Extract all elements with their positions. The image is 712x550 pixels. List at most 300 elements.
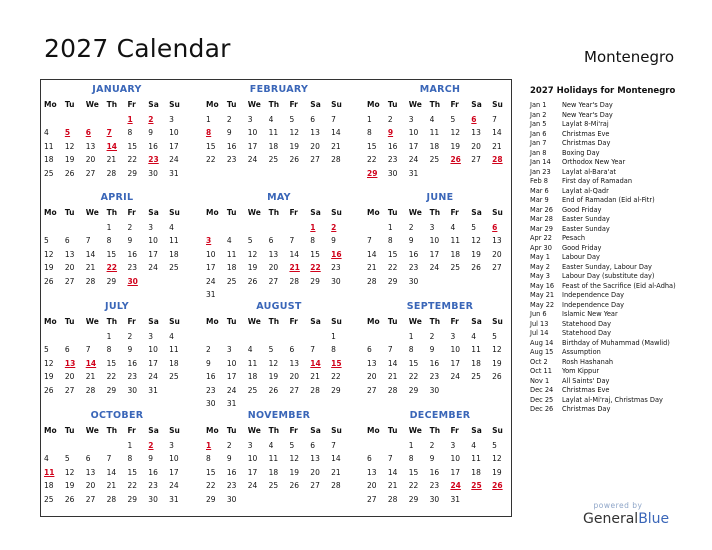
- empty-day-cell: [450, 169, 471, 183]
- weekday-label: Tu: [226, 100, 237, 109]
- day-cell: 25: [169, 372, 179, 381]
- day-cell: 31: [169, 168, 179, 178]
- brand-general: General: [583, 511, 639, 527]
- day-cell: 16: [127, 358, 137, 368]
- month-september: [367, 301, 513, 399]
- holiday-date: Dec 25: [530, 395, 554, 404]
- weekday-label: Th: [268, 208, 280, 217]
- day-cell: 22: [408, 372, 419, 381]
- weekday-label: We: [85, 317, 99, 326]
- day-cell: 21: [106, 481, 117, 490]
- day-cell: 28: [310, 385, 320, 395]
- day-cell: 10: [450, 345, 460, 354]
- holiday-name: Islamic New Year: [562, 310, 618, 318]
- week-row: [44, 169, 190, 183]
- week-row: [206, 223, 352, 237]
- day-cell: 12: [44, 249, 54, 259]
- day-cell: 13: [268, 249, 279, 259]
- day-cell: 11: [471, 345, 481, 354]
- day-cell: 8: [106, 345, 112, 354]
- day-cell: 16: [429, 467, 440, 477]
- day-cell: 24: [408, 155, 419, 164]
- holiday-name: Birthday of Muhammad (Mawlid): [562, 338, 670, 347]
- week-row: [44, 495, 190, 509]
- day-cell: 26: [289, 481, 299, 490]
- day-cell: 11: [169, 236, 179, 245]
- day-cell: 24: [206, 276, 216, 286]
- holiday-item: [530, 310, 702, 320]
- empty-day-cell: [206, 332, 227, 346]
- holiday-day-cell: 5: [64, 128, 71, 137]
- weekday-label: Th: [106, 100, 118, 109]
- holiday-day-cell: 29: [367, 168, 378, 178]
- empty-day-cell: [44, 115, 65, 129]
- weekday-label: Sa: [310, 100, 321, 109]
- day-cell: 8: [367, 128, 372, 137]
- holiday-item: [530, 234, 702, 244]
- holiday-day-cell: 30: [127, 276, 138, 286]
- day-cell: 20: [367, 372, 377, 381]
- day-cell: 20: [289, 372, 299, 381]
- day-cell: 15: [106, 249, 117, 259]
- week-row: [367, 263, 513, 277]
- day-cell: 9: [408, 236, 414, 245]
- day-cell: 9: [429, 454, 435, 463]
- holiday-day-cell: 25: [471, 481, 482, 490]
- weekday-label: Sa: [148, 426, 159, 435]
- weekday-label: Sa: [471, 317, 482, 326]
- day-cell: 28: [106, 494, 117, 504]
- day-cell: 20: [492, 249, 502, 259]
- week-row: [206, 372, 352, 386]
- day-cell: 7: [387, 345, 393, 354]
- day-cell: 11: [450, 236, 460, 245]
- day-cell: 6: [310, 114, 316, 124]
- weekday-label: Mo: [44, 208, 57, 217]
- week-row: [206, 263, 352, 277]
- day-cell: 9: [127, 345, 133, 354]
- holiday-date: Mar 28: [530, 215, 553, 223]
- weekday-header: [367, 317, 513, 331]
- day-cell: 25: [44, 494, 54, 504]
- day-cell: 7: [289, 236, 295, 245]
- day-cell: 17: [450, 358, 460, 368]
- holiday-day-cell: 14: [85, 358, 97, 368]
- day-cell: 7: [387, 454, 393, 463]
- day-cell: 21: [85, 263, 96, 272]
- day-cell: 7: [85, 236, 91, 245]
- day-cell: 15: [367, 141, 377, 151]
- day-cell: 14: [331, 128, 341, 137]
- day-cell: 5: [268, 345, 274, 354]
- week-row: [206, 345, 352, 359]
- day-cell: 2: [127, 222, 133, 232]
- weekday-label: Fr: [127, 208, 136, 217]
- day-cell: 6: [367, 454, 372, 463]
- day-cell: 4: [169, 222, 174, 232]
- week-row: [367, 236, 513, 250]
- day-cell: 12: [247, 249, 258, 259]
- day-cell: 26: [64, 494, 75, 504]
- holiday-day-cell: 14: [106, 141, 118, 151]
- weekday-label: Fr: [289, 100, 298, 109]
- empty-day-cell: [310, 495, 331, 509]
- week-row: [44, 250, 190, 264]
- weekday-label: Su: [169, 100, 180, 109]
- weekday-header: [44, 100, 190, 114]
- holiday-name: Christmas Eve: [562, 129, 610, 138]
- day-cell: 26: [471, 263, 481, 272]
- day-cell: 30: [429, 494, 440, 504]
- holiday-name: Labour Day (substitute day): [562, 272, 655, 280]
- day-cell: 1: [367, 114, 372, 124]
- weekday-header: [44, 426, 190, 440]
- day-cell: 21: [85, 372, 96, 381]
- day-cell: 18: [247, 372, 258, 381]
- weekday-label: Tu: [387, 100, 398, 109]
- day-cell: 30: [127, 385, 137, 395]
- empty-day-cell: [269, 495, 290, 509]
- day-cell: 20: [310, 467, 320, 477]
- month-name: JANUARY: [92, 84, 142, 95]
- day-cell: 8: [106, 236, 112, 245]
- day-cell: 24: [169, 155, 179, 164]
- holiday-day-cell: 13: [64, 358, 76, 368]
- day-cell: 20: [367, 481, 377, 490]
- empty-day-cell: [471, 386, 492, 400]
- holiday-name: Independence Day: [562, 291, 625, 299]
- empty-day-cell: [227, 332, 248, 346]
- week-row: [206, 332, 352, 346]
- week-row: [206, 277, 352, 291]
- day-cell: 27: [471, 155, 481, 164]
- holiday-item: [530, 339, 702, 349]
- holiday-date: Jan 5: [530, 120, 547, 128]
- day-cell: 13: [85, 141, 96, 151]
- week-row: [44, 468, 190, 482]
- holiday-date: Dec 24: [530, 386, 554, 394]
- holiday-day-cell: 6: [85, 128, 91, 137]
- day-cell: 20: [85, 155, 96, 164]
- day-cell: 19: [471, 249, 481, 259]
- week-row: [367, 169, 513, 183]
- holiday-item: [530, 177, 702, 187]
- day-cell: 21: [331, 141, 341, 151]
- day-cell: 25: [471, 372, 481, 381]
- holiday-day-cell: 11: [44, 467, 55, 477]
- weekday-label: Th: [429, 100, 441, 109]
- day-cell: 9: [226, 454, 232, 463]
- holiday-item: [530, 215, 702, 225]
- weekday-label: We: [247, 208, 261, 217]
- day-cell: 5: [44, 345, 49, 354]
- holiday-day-cell: 2: [148, 114, 154, 124]
- day-cell: 12: [492, 454, 502, 463]
- week-row: [367, 223, 513, 237]
- holiday-date: Jan 23: [530, 167, 551, 176]
- weekday-header: [206, 317, 352, 331]
- empty-day-cell: [269, 332, 290, 346]
- empty-day-cell: [206, 223, 227, 237]
- day-cell: 10: [247, 128, 258, 137]
- weekday-label: Mo: [367, 100, 380, 109]
- day-cell: 3: [247, 114, 253, 124]
- empty-day-cell: [107, 441, 128, 455]
- holiday-day-cell: 22: [106, 263, 118, 272]
- holiday-name: Laylat al-Qadr: [562, 186, 609, 195]
- day-cell: 2: [408, 222, 414, 232]
- day-cell: 8: [408, 454, 414, 463]
- day-cell: 29: [106, 276, 117, 286]
- month-march: [367, 84, 513, 182]
- month-january: [44, 84, 190, 182]
- day-cell: 18: [429, 141, 440, 151]
- empty-day-cell: [492, 386, 513, 400]
- week-row: [367, 250, 513, 264]
- day-cell: 30: [148, 494, 158, 504]
- day-cell: 31: [206, 290, 216, 299]
- day-cell: 2: [226, 114, 232, 124]
- weekday-label: Mo: [206, 100, 219, 109]
- week-row: [367, 128, 513, 142]
- holiday-item: [530, 329, 702, 339]
- weekday-label: Th: [106, 317, 118, 326]
- day-cell: 9: [429, 345, 435, 354]
- day-cell: 8: [310, 236, 316, 245]
- day-cell: 27: [289, 385, 299, 395]
- day-cell: 28: [85, 276, 96, 286]
- day-cell: 13: [492, 236, 502, 245]
- day-cell: 18: [44, 155, 54, 164]
- weekday-label: Fr: [289, 426, 298, 435]
- holiday-name: Assumption: [562, 348, 601, 356]
- week-row: [44, 481, 190, 495]
- day-cell: 23: [408, 263, 419, 272]
- empty-day-cell: [450, 386, 471, 400]
- day-cell: 16: [148, 467, 158, 477]
- week-row: [44, 359, 190, 373]
- week-row: [44, 142, 190, 156]
- day-cell: 21: [310, 372, 320, 381]
- week-row: [206, 250, 352, 264]
- day-cell: 1: [331, 331, 336, 341]
- weekday-label: Su: [169, 426, 180, 435]
- holiday-name: Yom Kippur: [562, 367, 600, 375]
- holiday-date: Mar 6: [530, 186, 549, 195]
- holiday-item: [530, 158, 702, 168]
- day-cell: 5: [247, 236, 253, 245]
- weekday-label: Sa: [148, 208, 159, 217]
- day-cell: 14: [289, 249, 299, 259]
- week-row: [44, 372, 190, 386]
- day-cell: 19: [44, 263, 54, 272]
- empty-day-cell: [65, 332, 86, 346]
- day-cell: 12: [492, 345, 502, 354]
- empty-day-cell: [450, 277, 471, 291]
- holiday-name: Laylat 8-Mi'raj: [562, 120, 609, 128]
- day-cell: 20: [64, 263, 75, 272]
- week-row: [367, 495, 513, 509]
- empty-day-cell: [388, 441, 409, 455]
- weekday-label: Mo: [206, 208, 219, 217]
- empty-day-cell: [289, 223, 310, 237]
- empty-day-cell: [331, 495, 352, 509]
- holiday-day-cell: 6: [492, 222, 498, 232]
- day-cell: 7: [331, 114, 336, 124]
- holiday-name: Christmas Eve: [562, 386, 610, 394]
- week-row: [206, 441, 352, 455]
- holiday-name: Good Friday: [562, 243, 602, 252]
- week-row: [367, 454, 513, 468]
- holiday-day-cell: 14: [310, 358, 321, 368]
- day-cell: 7: [106, 454, 112, 463]
- weekday-label: Th: [429, 317, 441, 326]
- month-name: DECEMBER: [409, 410, 471, 421]
- day-cell: 19: [450, 141, 460, 151]
- day-cell: 22: [206, 481, 216, 490]
- empty-day-cell: [248, 223, 269, 237]
- weekday-label: Fr: [127, 317, 136, 326]
- day-cell: 23: [148, 481, 158, 490]
- empty-day-cell: [367, 332, 388, 346]
- week-row: [367, 359, 513, 373]
- day-cell: 8: [127, 454, 133, 463]
- empty-day-cell: [169, 386, 190, 400]
- day-cell: 2: [206, 345, 211, 354]
- day-cell: 17: [148, 358, 158, 368]
- holiday-date: May 3: [530, 272, 550, 280]
- day-cell: 29: [310, 276, 320, 286]
- day-cell: 26: [247, 276, 258, 286]
- day-cell: 11: [169, 345, 179, 354]
- weekday-label: Th: [106, 426, 118, 435]
- day-cell: 11: [247, 358, 258, 368]
- day-cell: 29: [206, 494, 216, 504]
- day-cell: 4: [268, 114, 274, 124]
- holiday-day-cell: 16: [331, 249, 342, 259]
- day-cell: 10: [408, 128, 419, 137]
- day-cell: 13: [471, 128, 481, 137]
- week-row: [44, 345, 190, 359]
- weekday-label: We: [408, 100, 422, 109]
- day-cell: 6: [289, 345, 295, 354]
- day-cell: 24: [247, 155, 258, 164]
- day-cell: 3: [169, 440, 174, 450]
- empty-day-cell: [471, 495, 492, 509]
- day-cell: 9: [226, 128, 232, 137]
- holiday-item: [530, 348, 702, 358]
- day-cell: 12: [289, 128, 299, 137]
- day-cell: 27: [492, 263, 502, 272]
- weekday-label: Fr: [289, 317, 298, 326]
- day-cell: 29: [127, 494, 137, 504]
- day-cell: 26: [44, 385, 54, 395]
- day-cell: 28: [331, 481, 341, 490]
- month-name: APRIL: [100, 192, 134, 203]
- weekday-label: Mo: [367, 208, 380, 217]
- holiday-item: [530, 149, 702, 159]
- day-cell: 5: [64, 454, 70, 463]
- day-cell: 13: [289, 358, 299, 368]
- week-row: [206, 386, 352, 400]
- day-cell: 6: [310, 440, 316, 450]
- day-cell: 3: [429, 222, 435, 232]
- holiday-item: [530, 187, 702, 197]
- day-cell: 13: [310, 454, 320, 463]
- holiday-date: Jan 1: [530, 101, 547, 109]
- holiday-item: [530, 168, 702, 178]
- day-cell: 12: [450, 128, 460, 137]
- day-cell: 11: [44, 141, 54, 151]
- holiday-name: Easter Sunday: [562, 215, 610, 223]
- week-row: [206, 236, 352, 250]
- holiday-name: Christmas Day: [562, 139, 611, 147]
- empty-day-cell: [65, 223, 86, 237]
- holiday-day-cell: 1: [310, 222, 316, 232]
- day-cell: 16: [429, 358, 440, 368]
- day-cell: 28: [331, 155, 341, 164]
- day-cell: 1: [387, 222, 393, 232]
- day-cell: 8: [408, 345, 414, 354]
- weekday-label: Su: [331, 208, 342, 217]
- day-cell: 17: [408, 141, 419, 151]
- holiday-name: Rosh Hashanah: [562, 357, 614, 366]
- day-cell: 9: [127, 236, 133, 245]
- holiday-item: [530, 367, 702, 377]
- day-cell: 5: [492, 440, 497, 450]
- weekday-header: [367, 100, 513, 114]
- generalblue-logo[interactable]: [583, 511, 669, 527]
- week-row: [44, 277, 190, 291]
- holiday-date: Jan 6: [530, 129, 547, 138]
- weekday-label: Su: [331, 317, 342, 326]
- day-cell: 25: [44, 168, 54, 178]
- holiday-date: May 22: [530, 300, 555, 309]
- day-cell: 2: [387, 114, 393, 124]
- brand-blue: Blue: [638, 511, 670, 527]
- weekday-header: [206, 208, 352, 222]
- weekday-label: Mo: [206, 426, 219, 435]
- day-cell: 22: [106, 372, 117, 381]
- day-cell: 2: [127, 331, 133, 341]
- day-cell: 4: [471, 440, 477, 450]
- week-row: [44, 386, 190, 400]
- day-cell: 29: [387, 276, 398, 286]
- holiday-date: Jun 6: [530, 310, 547, 318]
- day-cell: 2: [226, 440, 232, 450]
- day-cell: 10: [226, 358, 237, 368]
- day-cell: 3: [148, 331, 154, 341]
- day-cell: 6: [367, 345, 372, 354]
- day-cell: 16: [206, 372, 216, 381]
- weekday-label: Th: [268, 317, 280, 326]
- month-name: MAY: [267, 192, 291, 203]
- day-cell: 30: [408, 276, 419, 286]
- day-cell: 11: [471, 454, 481, 463]
- week-row: [206, 155, 352, 169]
- holiday-date: Feb 8: [530, 177, 548, 185]
- day-cell: 5: [450, 114, 456, 124]
- day-cell: 19: [289, 141, 299, 151]
- week-row: [206, 115, 352, 129]
- day-cell: 16: [226, 467, 237, 477]
- day-cell: 8: [127, 128, 133, 137]
- weekday-label: Sa: [310, 426, 321, 435]
- month-december: [367, 410, 513, 508]
- empty-day-cell: [492, 495, 513, 509]
- day-cell: 6: [64, 345, 70, 354]
- day-cell: 23: [429, 372, 440, 381]
